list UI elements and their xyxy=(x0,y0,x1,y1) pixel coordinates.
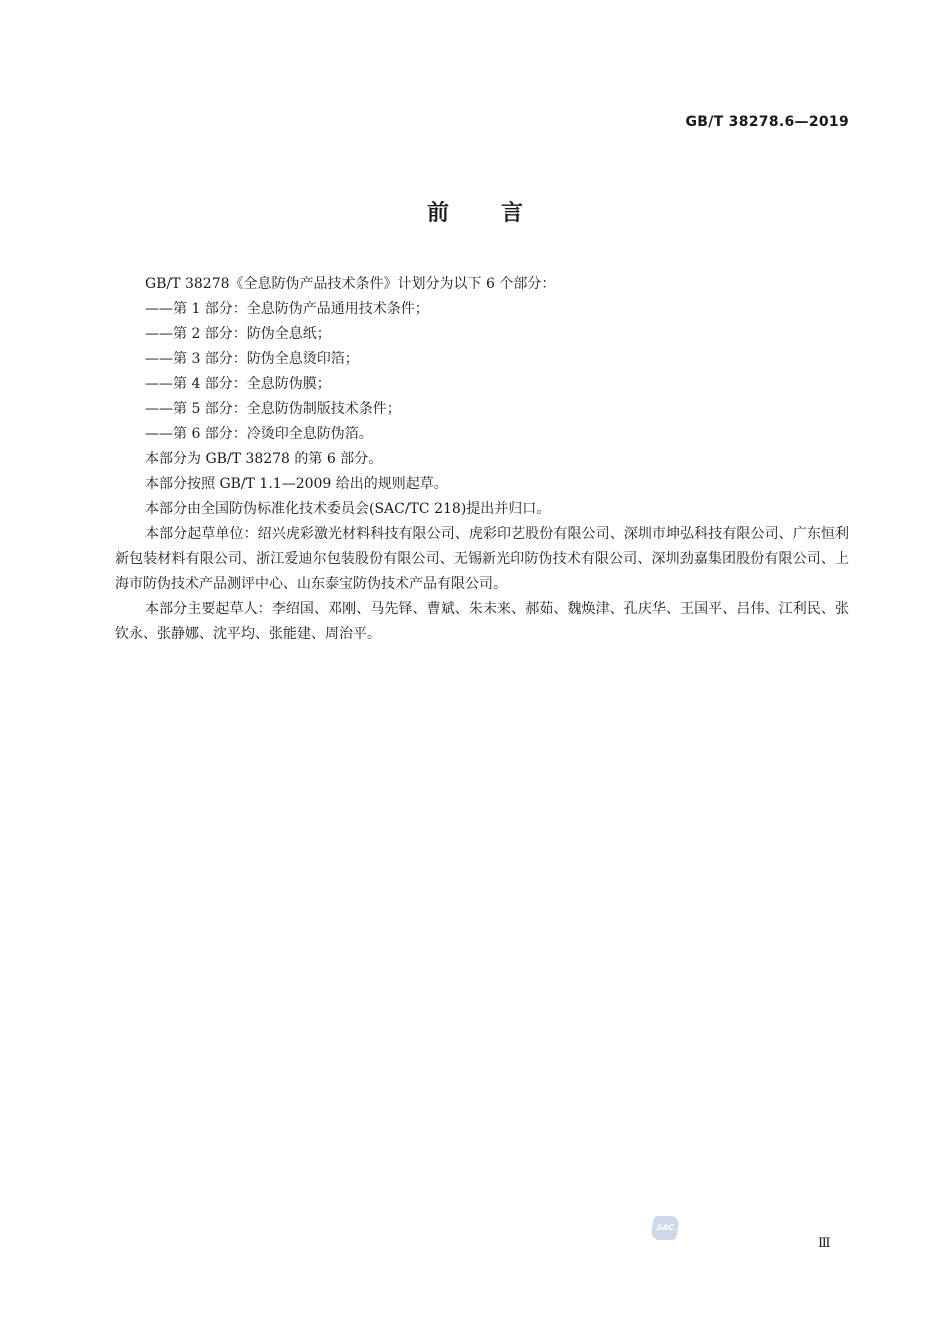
standard-code: GB/T 38278.6—2019 xyxy=(685,114,849,130)
foreword-body xyxy=(115,272,849,647)
paragraph-drafting-units: 本部分起草单位：绍兴虎彩激光材料科技有限公司、虎彩印艺股份有限公司、深圳市坤弘科技有限公司、广东恒利新包装材料有限公司、浙江爱迪尔包装股份有限公司、无锡新光印防伪技术有限公司、深圳劲嘉集团股份有限公司、上海市防伪技术产品测评中心、山东泰宝防伪技术产品有限公司。 xyxy=(115,526,849,592)
list-item-part-3: ——第 3 部分：防伪全息烫印箔； xyxy=(145,351,359,367)
list-item-part-1: ——第 1 部分：全息防伪产品通用技术条件； xyxy=(145,301,429,317)
paragraph-proposer: 本部分由全国防伪标准化技术委员会(SAC/TC 218)提出并归口。 xyxy=(145,501,551,517)
page-number: Ⅲ xyxy=(818,1236,831,1251)
paragraph-drafters: 本部分主要起草人：李绍国、邓刚、马先铎、曹斌、朱未来、郝茹、魏焕津、孔庆华、王国平、吕伟、江利民、张钦永、张静娜、沈平均、张能建、周治平。 xyxy=(115,601,849,642)
list-item-part-2: ——第 2 部分：防伪全息纸； xyxy=(145,326,331,342)
paragraph-intro: GB/T 38278《全息防伪产品技术条件》计划分为以下 6 个部分： xyxy=(145,276,556,292)
paragraph-drafting-rules: 本部分按照 GB/T 1.1—2009 给出的规则起草。 xyxy=(145,476,448,492)
paragraph-part-statement: 本部分为 GB/T 38278 的第 6 部分。 xyxy=(145,451,383,467)
list-item-part-5: ——第 5 部分：全息防伪制版技术条件； xyxy=(145,401,401,417)
list-item-part-4: ——第 4 部分：全息防伪膜； xyxy=(145,376,331,392)
list-item-part-6: ——第 6 部分：冷烫印全息防伪箔。 xyxy=(145,426,373,442)
sac-logo-icon: SAC xyxy=(650,1216,680,1240)
page-title: 前言 xyxy=(426,201,575,226)
